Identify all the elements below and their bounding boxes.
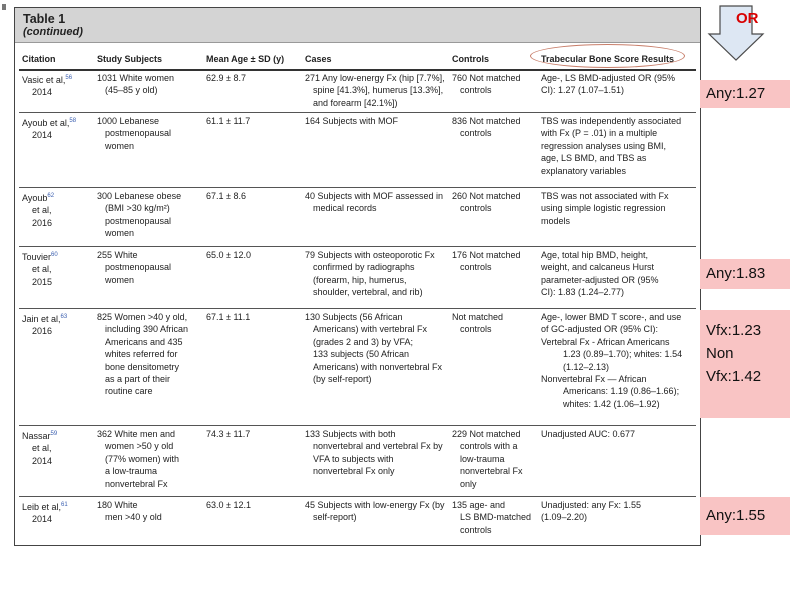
citation-line: Ayoub et al,$^{58}$ — [22, 118, 77, 128]
cases-line: 130 Subjects (56 African — [305, 312, 403, 322]
results-line: Age-, LS BMD-adjusted OR (95% — [541, 73, 676, 83]
cell-cases — [305, 115, 450, 127]
results-line: Age, total hip BMD, height, — [541, 250, 649, 260]
results-line: TBS was independently associated — [541, 116, 682, 126]
cases-line: 164 Subjects with MOF — [305, 116, 399, 126]
cell-age — [206, 428, 301, 440]
results-line: regression analyses using BMI, — [541, 140, 667, 151]
cell-subjects — [97, 190, 202, 240]
controls-line: 229 Not matched — [452, 429, 521, 439]
col-header-study-subjects: Study Subjects — [97, 54, 163, 64]
controls-line: controls — [460, 524, 492, 535]
row-divider — [19, 496, 696, 497]
cell-subjects — [97, 72, 202, 97]
citation-line: 2014 — [32, 514, 53, 525]
col-header-citation: Citation — [22, 54, 56, 64]
citation-line: Leib et al,$^{61}$ — [22, 502, 68, 512]
cell-cases — [305, 72, 450, 109]
results-line: TBS was not associated with Fx — [541, 191, 669, 201]
results-line: parameter-adjusted OR (95% — [541, 274, 659, 285]
table-1 — [14, 7, 701, 546]
col-header-cases: Cases — [305, 54, 332, 64]
age-line: 67.1 ± 11.1 — [206, 312, 251, 322]
col-header-tbs-results: Trabecular Bone Score Results — [541, 54, 675, 64]
results-line: Nonvertebral Fx — African — [541, 374, 647, 385]
cell-cases — [305, 190, 450, 215]
cell-results — [541, 190, 699, 227]
subjects-line: 1000 Lebanese — [97, 116, 160, 126]
controls-line: nonvertebral Fx — [460, 466, 523, 477]
cases-line: Americans) with nonvertebral Fx — [313, 361, 443, 372]
cell-age — [206, 115, 301, 127]
results-line: Vertebral Fx - African Americans — [541, 336, 670, 347]
controls-line: controls — [460, 262, 492, 273]
cell-age — [206, 72, 301, 84]
cell-citation — [22, 190, 92, 229]
subjects-line: nonvertebral Fx — [105, 478, 168, 489]
subjects-line: (77% women) with — [105, 453, 180, 464]
controls-line: 176 Not matched — [452, 250, 521, 260]
citation-line: et al, — [32, 205, 52, 216]
controls-line: Not matched — [452, 312, 504, 322]
citation-line: 2014 — [32, 87, 53, 98]
subjects-line: as a part of their — [105, 374, 171, 385]
citation-line: 2015 — [32, 276, 53, 287]
cell-results — [541, 499, 699, 524]
cases-line: nonvertebral Fx only — [313, 466, 395, 477]
controls-line: 760 Not matched — [452, 73, 521, 83]
citation-line: 2016 — [32, 217, 53, 228]
results-line: age, LS BMD, and TBS as — [541, 153, 647, 164]
cell-cases — [305, 428, 450, 478]
age-line: 62.9 ± 8.7 — [206, 73, 246, 83]
subjects-line: 300 Lebanese obese — [97, 191, 182, 201]
cases-line: 45 Subjects with low-energy Fx (by — [305, 500, 445, 510]
citation-line: 2014 — [32, 455, 53, 466]
cell-subjects — [97, 499, 202, 524]
cell-subjects — [97, 311, 202, 398]
cell-age — [206, 499, 301, 511]
results-line: Age-, lower BMD T score-, and use — [541, 312, 682, 322]
corner-marker — [2, 4, 6, 10]
odds-ratio-badge-2: Any:1.83 — [700, 259, 790, 289]
cell-cases — [305, 249, 450, 299]
age-line: 61.1 ± 11.7 — [206, 116, 251, 126]
subjects-line: whites referred for — [105, 349, 178, 360]
subjects-line: women — [105, 274, 135, 285]
cell-controls — [452, 428, 538, 490]
subjects-line: women >50 y old — [105, 441, 174, 452]
citation-line: Nassar$^{59}$ — [22, 431, 58, 441]
controls-line: controls — [460, 85, 492, 96]
cell-age — [206, 249, 301, 261]
citation-line: et al, — [32, 443, 52, 454]
results-line: (1.09–2.20) — [541, 512, 588, 523]
row-divider — [19, 246, 696, 247]
odds-ratio-badge-3: Vfx:1.23 Non Vfx:1.42 — [700, 310, 790, 418]
subjects-line: 362 White men and — [97, 429, 176, 439]
cases-line: 40 Subjects with MOF assessed in — [305, 191, 444, 201]
results-line: 1.23 (0.89–1.70); whites: 1.54 — [563, 349, 683, 360]
cases-line: 271 Any low-energy Fx (hip [7.7%], — [305, 73, 445, 83]
cell-citation — [22, 428, 92, 467]
results-line: models — [541, 215, 571, 226]
cell-cases — [305, 311, 450, 385]
cell-results — [541, 311, 699, 410]
citation-line: Ayoub$^{62}$ — [22, 193, 55, 203]
cases-line: and forearm [42.1%]) — [313, 97, 398, 108]
controls-line: LS BMD-matched — [460, 512, 532, 523]
results-line: whites: 1.42 (1.06–1.92) — [563, 398, 660, 409]
subjects-line: postmenopausal — [105, 215, 172, 226]
cell-controls — [452, 72, 538, 97]
row-divider — [19, 308, 696, 309]
controls-line: 836 Not matched — [452, 116, 521, 126]
cases-line: shoulder, vertebral, and rib) — [313, 287, 423, 298]
cell-subjects — [97, 249, 202, 286]
cell-subjects — [97, 428, 202, 490]
results-line: weight, and calcaneus Hurst — [541, 262, 655, 273]
row-divider — [19, 187, 696, 188]
subjects-line: including 390 African — [105, 324, 189, 335]
reference-number: 63 — [60, 314, 68, 320]
cases-line: (by self-report) — [313, 374, 372, 385]
results-line: CI): 1.27 (1.07–1.51) — [541, 85, 625, 96]
cell-controls — [452, 249, 538, 274]
controls-line: 260 Not matched — [452, 191, 521, 201]
odds-ratio-badge-4: Any:1.55 — [700, 497, 790, 535]
subjects-line: men >40 y old — [105, 512, 162, 523]
citation-line: Touvier$^{60}$ — [22, 252, 58, 262]
table-subtitle: (continued) — [23, 26, 83, 38]
cases-line: confirmed by radiographs — [313, 262, 415, 273]
age-line: 67.1 ± 8.6 — [206, 191, 246, 201]
cell-citation — [22, 499, 92, 526]
row-divider — [19, 425, 696, 426]
age-line: 65.0 ± 12.0 — [206, 250, 251, 260]
subjects-line: 825 Women >40 y old, — [97, 312, 188, 322]
cell-controls — [452, 311, 538, 336]
results-line: explanatory variables — [541, 165, 627, 176]
table-title: Table 1 — [23, 12, 66, 26]
results-line: with Fx (P = .01) in a multiple — [541, 128, 658, 139]
subjects-line: (BMI >30 kg/m²) — [105, 203, 170, 214]
controls-line: 135 age- and — [452, 500, 506, 510]
reference-number: 56 — [65, 75, 73, 81]
reference-number: 59 — [50, 431, 58, 437]
cell-results — [541, 72, 699, 97]
results-line: using simple logistic regression — [541, 203, 666, 214]
controls-line: controls — [460, 203, 492, 214]
cases-line: Americans) with vertebral Fx — [313, 324, 428, 335]
citation-line: Vasic et al,$^{56}$ — [22, 75, 73, 85]
results-line: of GC-adjusted OR (95% CI): — [541, 324, 659, 335]
cell-citation — [22, 115, 92, 142]
results-line: CI): 1.83 (1.24–2.77) — [541, 287, 625, 298]
reference-number: 60 — [51, 252, 58, 258]
subjects-line: postmenopausal — [105, 262, 172, 273]
cell-subjects — [97, 115, 202, 152]
cell-controls — [452, 190, 538, 215]
subjects-line: a low-trauma — [105, 466, 158, 477]
cell-results — [541, 249, 699, 299]
cases-line: (grades 2 and 3) by VFA; — [313, 336, 414, 347]
subjects-line: women — [105, 140, 135, 151]
subjects-line: routine care — [105, 386, 153, 397]
cell-results — [541, 115, 699, 177]
cases-line: (forearm, hip, humerus, — [313, 274, 407, 285]
cell-age — [206, 311, 301, 323]
cell-age — [206, 190, 301, 202]
cell-results — [541, 428, 699, 440]
subjects-line: 1031 White women — [97, 73, 175, 83]
odds-ratio-badge-1: Any:1.27 — [700, 80, 790, 108]
cases-line: 79 Subjects with osteoporotic Fx — [305, 250, 435, 260]
cell-citation — [22, 72, 92, 99]
subjects-line: (45–85 y old) — [105, 85, 158, 96]
subjects-line: Americans and 435 — [105, 336, 183, 347]
or-label: OR — [736, 10, 759, 27]
reference-number: 62 — [47, 193, 55, 199]
subjects-line: women — [105, 228, 135, 239]
controls-line: low-trauma — [460, 453, 505, 464]
controls-line: controls — [460, 128, 492, 139]
header-rule — [19, 69, 696, 71]
controls-line: controls with a — [460, 441, 518, 452]
reference-number: 58 — [69, 118, 77, 124]
results-line: Unadjusted: any Fx: 1.55 — [541, 500, 642, 510]
subjects-line: 255 White — [97, 250, 138, 260]
controls-line: controls — [460, 324, 492, 335]
citation-line: 2016 — [32, 326, 53, 337]
cell-cases — [305, 499, 450, 524]
cases-line: spine [41.3%], humerus [13.3%], — [313, 85, 444, 96]
age-line: 74.3 ± 11.7 — [206, 429, 251, 439]
col-header-controls: Controls — [452, 54, 489, 64]
citation-line: 2014 — [32, 130, 53, 141]
cases-line: VFA to subjects with — [313, 453, 394, 464]
cell-controls — [452, 499, 538, 536]
cases-line: self-report) — [313, 512, 357, 523]
cell-citation — [22, 249, 92, 288]
subjects-line: 180 White — [97, 500, 138, 510]
age-line: 63.0 ± 12.1 — [206, 500, 251, 510]
cases-line: 133 Subjects with both — [305, 429, 396, 439]
col-header-mean-age: Mean Age ± SD (y) — [206, 54, 285, 64]
cell-controls — [452, 115, 538, 140]
row-divider — [19, 112, 696, 113]
results-line: Americans: 1.19 (0.86–1.66); — [563, 386, 680, 397]
cases-line: medical records — [313, 203, 377, 214]
controls-line: only — [460, 478, 477, 489]
cases-line: 133 subjects (50 African — [313, 349, 410, 360]
reference-number: 61 — [61, 502, 68, 508]
cell-citation — [22, 311, 92, 338]
results-line: (1.12–2.13) — [563, 361, 610, 372]
citation-line: et al, — [32, 264, 52, 275]
cases-line: nonvertebral and vertebral Fx by — [313, 441, 443, 452]
table-header-band — [15, 8, 700, 43]
subjects-line: postmenopausal — [105, 128, 172, 139]
tbs-results-highlight-oval — [530, 44, 685, 68]
subjects-line: bone densitometry — [105, 361, 180, 372]
citation-line: Jain et al,$^{63}$ — [22, 314, 68, 324]
results-line: Unadjusted AUC: 0.677 — [541, 429, 636, 439]
